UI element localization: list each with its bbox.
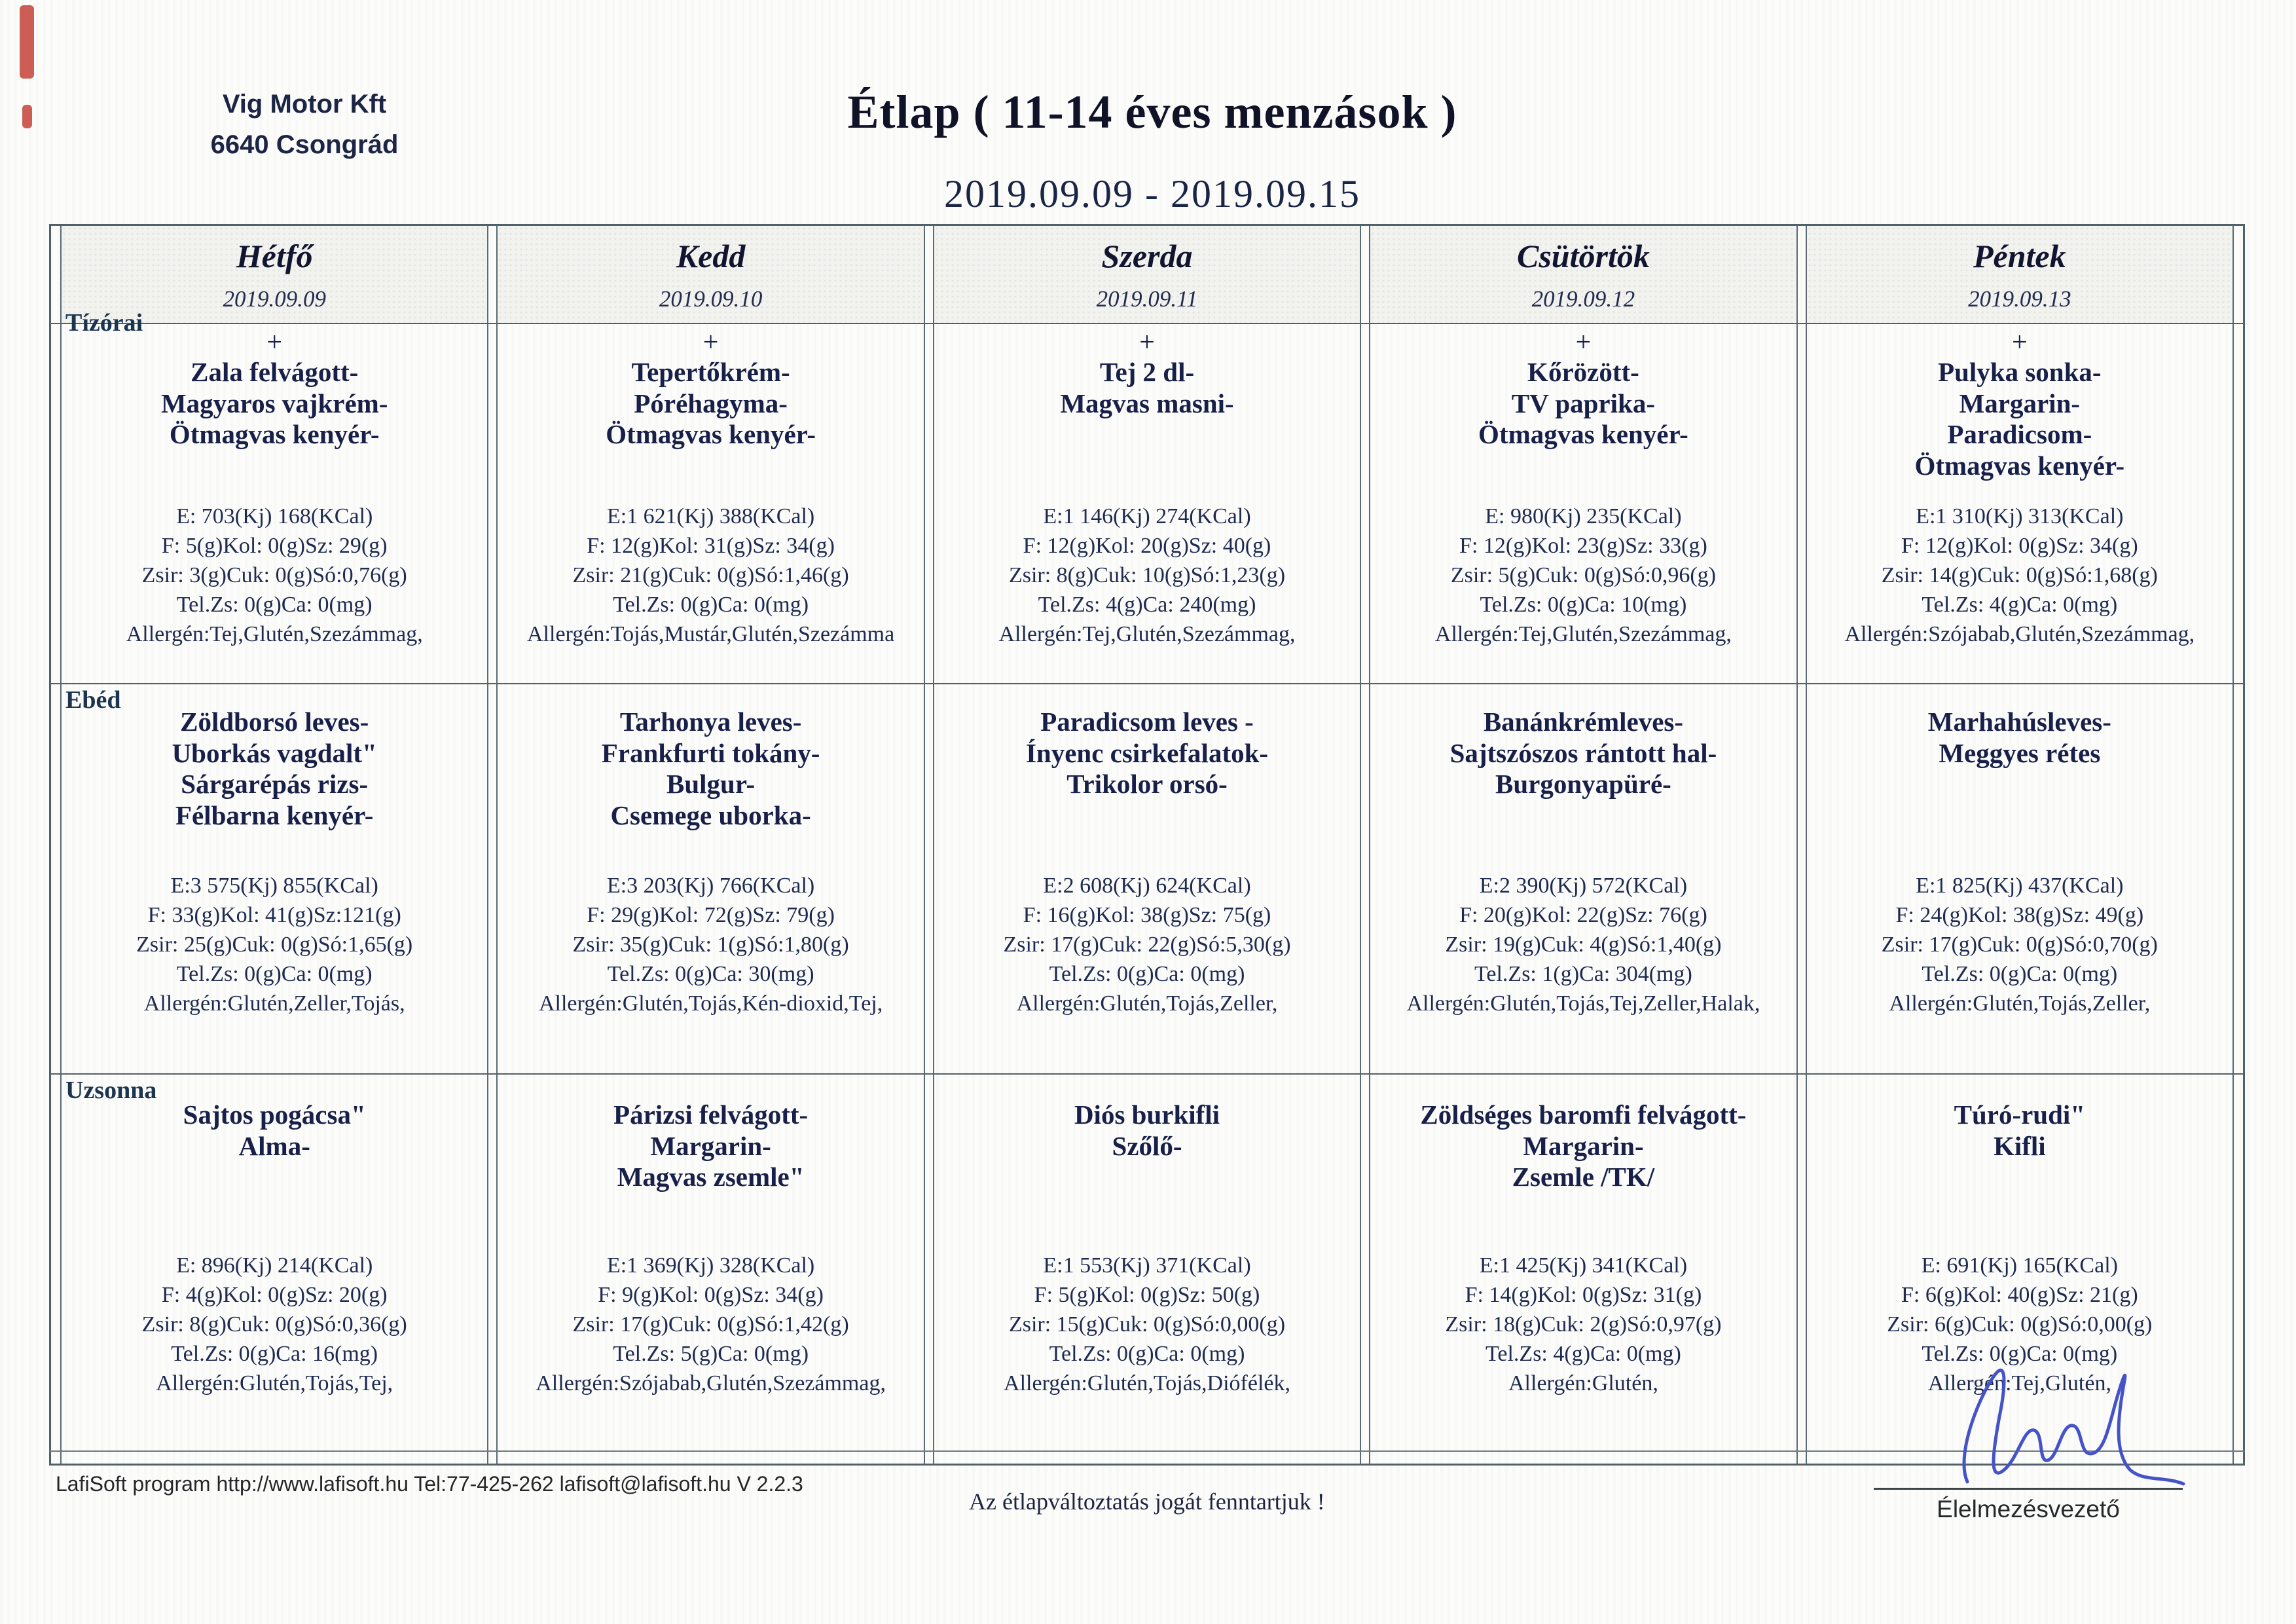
nutrition-line: Allergén:Glutén,Zeller,Tojás, [143,991,405,1016]
nutrition-line: Allergén:Glutén,Tojás,Zeller, [1889,991,2151,1016]
nutrition-line: Zsir: 21(g)Cuk: 0(g)Só:1,46(g) [572,563,849,587]
nutrition-line: Tel.Zs: 1(g)Ca: 304(mg) [1474,961,1692,986]
nutrition-line: Tel.Zs: 4(g)Ca: 0(mg) [1922,592,2118,617]
menu-item: Párizsi felvágott- [613,1099,809,1130]
day-name: Hétfő [236,238,313,274]
nutrition-line: Allergén:Glutén,Tojás,Kén-dioxid,Tej, [538,991,883,1016]
nutrition-line: Zsir: 8(g)Cuk: 0(g)Só:0,36(g) [141,1312,407,1337]
section-tizorai [62,323,487,683]
plus-mark: + [1139,327,1155,358]
menu-item: Tej 2 dl- [1099,357,1195,388]
menu-item: Kifli [1993,1130,2046,1161]
nutrition-block [498,502,923,649]
nutrition-line: Tel.Zs: 0(g)Ca: 0(mg) [1922,1341,2118,1366]
nutrition-block [62,1251,487,1398]
menu-item: Tarhonya leves- [619,707,802,737]
menu-block [498,683,923,831]
section-ebed [1807,683,2232,1073]
day-header [1370,226,1796,323]
nutrition-block [62,872,487,1018]
menu-item: Meggyes rétes [1939,737,2101,768]
section-uzsonna [498,1073,923,1464]
menu-block [934,323,1360,419]
signature-label: Élelmezésvezető [1937,1496,2120,1522]
nutrition-line: Zsir: 15(g)Cuk: 0(g)Só:0,00(g) [1008,1312,1286,1337]
day-column-péntek [1806,226,2234,1464]
section-tizorai [498,323,923,683]
day-date: 2019.09.10 [659,286,763,312]
menu-item: Ötmagvas kenyér- [606,419,816,450]
menu-item: Ínyenc csirkefalatok- [1025,737,1269,768]
plus-mark: + [1575,327,1592,358]
section-ebed [62,683,487,1073]
row-label-ebed: Ebéd [65,686,121,714]
day-column-kedd [496,226,924,1464]
menu-block [1807,1073,2232,1162]
nutrition-block [934,1251,1360,1398]
section-uzsonna [62,1073,487,1464]
nutrition-line: Allergén:Tej,Glutén, [1927,1371,2111,1395]
menu-item: Pulyka sonka- [1938,357,2102,388]
nutrition-line: E:3 203(Kj) 766(KCal) [606,874,815,898]
menu-item: Ötmagvas kenyér- [1914,450,2125,481]
table-bottom-inner-line [49,1450,2245,1452]
nutrition-line: Allergén:Szójabab,Glutén,Szezámmag, [1844,621,2195,646]
menu-item: Bulgur- [666,769,756,800]
section-ebed [498,683,923,1073]
day-column-hétfő [60,226,488,1464]
nutrition-line: Tel.Zs: 0(g)Ca: 0(mg) [1922,961,2118,986]
company-name: Vig Motor Kft [222,90,387,119]
nutrition-line: Allergén:Glutén,Tojás,Diófélék, [1004,1371,1290,1395]
menu-item: Magvas masni- [1060,388,1234,418]
nutrition-line: F: 5(g)Kol: 0(g)Sz: 50(g) [1034,1282,1260,1307]
menu-item: Paradicsom- [1947,419,2092,450]
nutrition-line: Tel.Zs: 0(g)Ca: 10(mg) [1480,592,1687,617]
nutrition-line: Zsir: 6(g)Cuk: 0(g)Só:0,00(g) [1887,1312,2153,1337]
program-info: LafiSoft program http://www.lafisoft.hu Tel:77-425-262 lafisoft@lafisoft.hu V 2.2.3 [56,1472,803,1496]
nutrition-line: Zsir: 19(g)Cuk: 4(g)Só:1,40(g) [1445,932,1722,957]
page-title: Étlap ( 11-14 éves menzások ) [847,86,1457,138]
menu-item: Sajtszószos rántott hal- [1449,737,1717,768]
scan-artifact-red [22,105,32,128]
nutrition-line: E:3 575(Kj) 855(KCal) [170,874,378,898]
nutrition-line: F: 9(g)Kol: 0(g)Sz: 34(g) [598,1282,824,1307]
nutrition-line: Zsir: 17(g)Cuk: 0(g)Só:1,42(g) [572,1312,849,1337]
date-range: 2019.09.09 - 2019.09.15 [944,172,1360,215]
nutrition-block [62,502,487,649]
menu-item: Magyaros vajkrém- [160,388,388,418]
day-name: Kedd [676,238,746,274]
menu-item: Szőlő- [1112,1130,1182,1161]
menu-item: Ötmagvas kenyér- [169,419,380,450]
menu-block [62,323,487,451]
nutrition-line: F: 33(g)Kol: 41(g)Sz:121(g) [147,902,401,927]
nutrition-line: Zsir: 3(g)Cuk: 0(g)Só:0,76(g) [141,563,407,587]
nutrition-line: Zsir: 8(g)Cuk: 10(g)Só:1,23(g) [1008,563,1286,587]
nutrition-line: F: 16(g)Kol: 38(g)Sz: 75(g) [1023,902,1271,927]
nutrition-line: E: 980(Kj) 235(KCal) [1485,504,1682,528]
plus-mark: + [266,327,283,358]
nutrition-line: Tel.Zs: 0(g)Ca: 0(mg) [1049,1341,1245,1366]
section-tizorai [1807,323,2232,683]
nutrition-line: F: 29(g)Kol: 72(g)Sz: 79(g) [587,902,835,927]
nutrition-line: E:2 608(Kj) 624(KCal) [1043,874,1251,898]
nutrition-line: Tel.Zs: 0(g)Ca: 30(mg) [607,961,814,986]
nutrition-line: Allergén:Tej,Glutén,Szezámmag, [1434,621,1732,646]
menu-item: Margarin- [650,1130,771,1161]
nutrition-line: E: 896(Kj) 214(KCal) [176,1253,373,1278]
menu-item: Diós burkifli [1074,1099,1220,1130]
nutrition-line: Zsir: 17(g)Cuk: 0(g)Só:0,70(g) [1881,932,2158,957]
section-divider-ebed [49,683,2245,684]
section-uzsonna [934,1073,1360,1464]
day-date: 2019.09.11 [1096,286,1198,312]
nutrition-line: E:1 425(Kj) 341(KCal) [1479,1253,1688,1278]
section-ebed [1370,683,1796,1073]
nutrition-line: Zsir: 35(g)Cuk: 1(g)Só:1,80(g) [572,932,849,957]
nutrition-line: E:1 621(Kj) 388(KCal) [606,504,815,528]
signature-handwriting-icon [1931,1348,2193,1488]
menu-block [498,1073,923,1193]
nutrition-line: Tel.Zs: 0(g)Ca: 0(mg) [613,592,809,617]
nutrition-line: Allergén:Tojás,Mustár,Glutén,Szezámma [527,621,895,646]
nutrition-block [1807,872,2232,1018]
nutrition-line: Allergén:Glutén,Tojás,Zeller, [1016,991,1278,1016]
day-column-szerda [933,226,1361,1464]
nutrition-block [498,1251,923,1398]
day-date: 2019.09.12 [1531,286,1635,312]
nutrition-line: F: 6(g)Kol: 40(g)Sz: 21(g) [1901,1282,2138,1307]
nutrition-line: F: 20(g)Kol: 22(g)Sz: 76(g) [1459,902,1707,927]
nutrition-line: E:1 146(Kj) 274(KCal) [1043,504,1251,528]
nutrition-line: E:1 553(Kj) 371(KCal) [1043,1253,1251,1278]
nutrition-line: Tel.Zs: 4(g)Ca: 240(mg) [1038,592,1256,617]
menu-item: Sajtos pogácsa" [183,1099,366,1130]
nutrition-block [1370,1251,1796,1398]
nutrition-line: E:1 369(Kj) 328(KCal) [606,1253,815,1278]
day-header [1807,226,2232,323]
menu-item: Frankfurti tokány- [601,737,820,768]
nutrition-line: E:1 825(Kj) 437(KCal) [1916,874,2124,898]
menu-item: Paradicsom leves - [1040,707,1254,737]
menu-item: Alma- [238,1130,310,1161]
nutrition-line: F: 5(g)Kol: 0(g)Sz: 29(g) [161,533,388,558]
menu-item: Csemege uborka- [610,800,811,830]
nutrition-line: F: 14(g)Kol: 0(g)Sz: 31(g) [1465,1282,1702,1307]
nutrition-line: Zsir: 18(g)Cuk: 2(g)Só:0,97(g) [1445,1312,1722,1337]
day-date: 2019.09.13 [1968,286,2071,312]
scan-artifact-red [20,5,34,79]
menu-item: Ötmagvas kenyér- [1478,419,1688,450]
menu-item: Banánkrémleves- [1483,707,1684,737]
nutrition-line: Tel.Zs: 0(g)Ca: 0(mg) [176,961,373,986]
section-divider-tizorai [49,323,2245,324]
nutrition-line: Allergén:Glutén, [1508,1371,1658,1395]
menu-block [934,683,1360,800]
nutrition-line: Allergén:Tej,Glutén,Szezámmag, [998,621,1296,646]
nutrition-line: Zsir: 5(g)Cuk: 0(g)Só:0,96(g) [1450,563,1716,587]
nutrition-block [934,872,1360,1018]
nutrition-block [1370,502,1796,649]
menu-block [1370,323,1796,451]
menu-block [498,323,923,451]
company-block [196,84,412,165]
day-column-csütörtök [1369,226,1797,1464]
row-label-tizorai: Tízórai [65,309,143,337]
nutrition-line: Zsir: 25(g)Cuk: 0(g)Só:1,65(g) [136,932,413,957]
nutrition-block [1807,502,2232,649]
menu-item: Magvas zsemle" [617,1162,805,1192]
plus-mark: + [2011,327,2028,358]
nutrition-line: Tel.Zs: 0(g)Ca: 16(mg) [171,1341,378,1366]
menu-block [1807,683,2232,769]
menu-item: Félbarna kenyér- [175,800,374,830]
menu-item: Margarin- [1523,1130,1644,1161]
nutrition-line: E: 691(Kj) 165(KCal) [1921,1253,2118,1278]
day-name: Csütörtök [1516,238,1650,274]
nutrition-line: Allergén:Tej,Glutén,Szezámmag, [126,621,423,646]
menu-item: Sárgarépás rizs- [181,769,369,800]
nutrition-line: E:1 310(Kj) 313(KCal) [1916,504,2124,528]
nutrition-block [934,502,1360,649]
row-label-uzsonna: Uzsonna [65,1077,157,1104]
menu-block [1370,683,1796,800]
day-header [934,226,1360,323]
nutrition-line: Allergén:Glutén,Tojás,Tej, [156,1371,393,1395]
day-date: 2019.09.09 [223,286,326,312]
menu-item: Zöldborsó leves- [180,707,369,737]
nutrition-line: Allergén:Glutén,Tojás,Tej,Zeller,Halak, [1406,991,1760,1016]
menu-item: Zala felvágott- [191,357,359,388]
nutrition-line: E: 703(Kj) 168(KCal) [176,504,373,528]
nutrition-line: F: 24(g)Kol: 38(g)Sz: 49(g) [1895,902,2144,927]
nutrition-line: Tel.Zs: 5(g)Ca: 0(mg) [613,1341,809,1366]
section-uzsonna [1370,1073,1796,1464]
nutrition-line: Tel.Zs: 0(g)Ca: 0(mg) [1049,961,1245,986]
menu-item: TV paprika- [1511,388,1655,418]
menu-item: Uborkás vagdalt" [172,737,377,768]
menu-item: Zsemle /TK/ [1512,1162,1655,1192]
section-divider-uzsonna [49,1073,2245,1075]
day-name: Szerda [1101,238,1193,274]
section-ebed [934,683,1360,1073]
menu-item: Zöldséges baromfi felvágott- [1420,1099,1747,1130]
menu-block [1807,323,2232,481]
nutrition-line: F: 4(g)Kol: 0(g)Sz: 20(g) [161,1282,388,1307]
menu-item: Túró-rudi" [1954,1099,2086,1130]
nutrition-line: Allergén:Szójabab,Glutén,Szezámmag, [536,1371,886,1395]
menu-item: Burgonyapüré- [1495,769,1671,800]
menu-item: Tepertőkrém- [631,357,790,388]
day-name: Péntek [1973,238,2066,274]
menu-item: Marhahúsleves- [1927,707,2111,737]
nutrition-line: Zsir: 17(g)Cuk: 22(g)Só:5,30(g) [1003,932,1291,957]
menu-item: Kőrözött- [1527,357,1639,388]
menu-block [934,1073,1360,1162]
section-tizorai [934,323,1360,683]
nutrition-block [498,872,923,1018]
nutrition-line: E:2 390(Kj) 572(KCal) [1479,874,1688,898]
plus-mark: + [702,327,719,358]
menu-item: Margarin- [1959,388,2081,418]
menu-block [62,683,487,831]
nutrition-block [1370,872,1796,1018]
nutrition-line: F: 12(g)Kol: 23(g)Sz: 33(g) [1459,533,1707,558]
nutrition-line: F: 12(g)Kol: 0(g)Sz: 34(g) [1901,533,2138,558]
nutrition-line: F: 12(g)Kol: 20(g)Sz: 40(g) [1023,533,1271,558]
disclaimer-text: Az étlapváltoztatás jogát fenntartjuk ! [969,1488,1325,1515]
menu-table [49,224,2245,1466]
nutrition-line: Tel.Zs: 4(g)Ca: 0(mg) [1485,1341,1681,1366]
day-columns [51,226,2243,1464]
nutrition-line: F: 12(g)Kol: 31(g)Sz: 34(g) [587,533,835,558]
menu-block [1370,1073,1796,1193]
menu-item: Trikolor orsó- [1066,769,1228,800]
signature-stroke [1964,1370,2183,1484]
company-address: 6640 Csongrád [210,130,399,159]
menu-item: Póréhagyma- [634,388,788,418]
day-header [498,226,923,323]
nutrition-line: Zsir: 14(g)Cuk: 0(g)Só:1,68(g) [1881,563,2158,587]
nutrition-line: Tel.Zs: 0(g)Ca: 0(mg) [176,592,373,617]
section-tizorai [1370,323,1796,683]
